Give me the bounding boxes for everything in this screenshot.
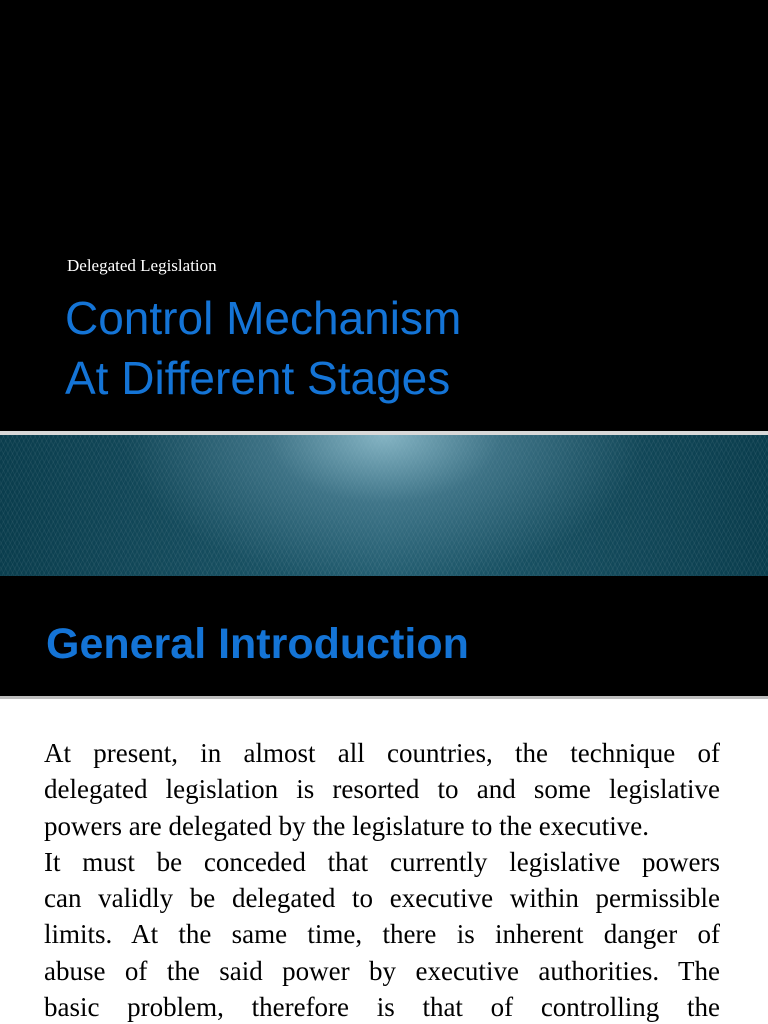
- slide-title-line: Control Mechanism: [65, 292, 462, 344]
- body-line: At present, in almost all countries, the technique of: [44, 738, 720, 768]
- body-line: basic problem, therefore is that of controlling the: [44, 992, 720, 1023]
- body-line: delegated legislation is resorted to and some legislative: [44, 774, 720, 805]
- slide-title-line: At Different Stages: [65, 352, 451, 404]
- slide-body-text: [44, 735, 720, 1024]
- slide-divider: [0, 696, 768, 699]
- slide-heading: General Introduction: [46, 620, 469, 668]
- body-line: It must be conceded that currently legislative powers: [44, 846, 720, 877]
- decorative-band: [0, 435, 768, 576]
- slide-title: [65, 288, 461, 408]
- body-line: can validly be delegated to executive within permissible: [44, 883, 720, 914]
- slide-subtitle: Delegated Legislation: [67, 256, 217, 275]
- body-line: limits. At the same time, there is inherent danger of: [44, 919, 720, 950]
- body-line: powers are delegated by the legislature to the executive.: [44, 810, 649, 841]
- body-line: abuse of the said power by executive authorities. The: [44, 955, 720, 986]
